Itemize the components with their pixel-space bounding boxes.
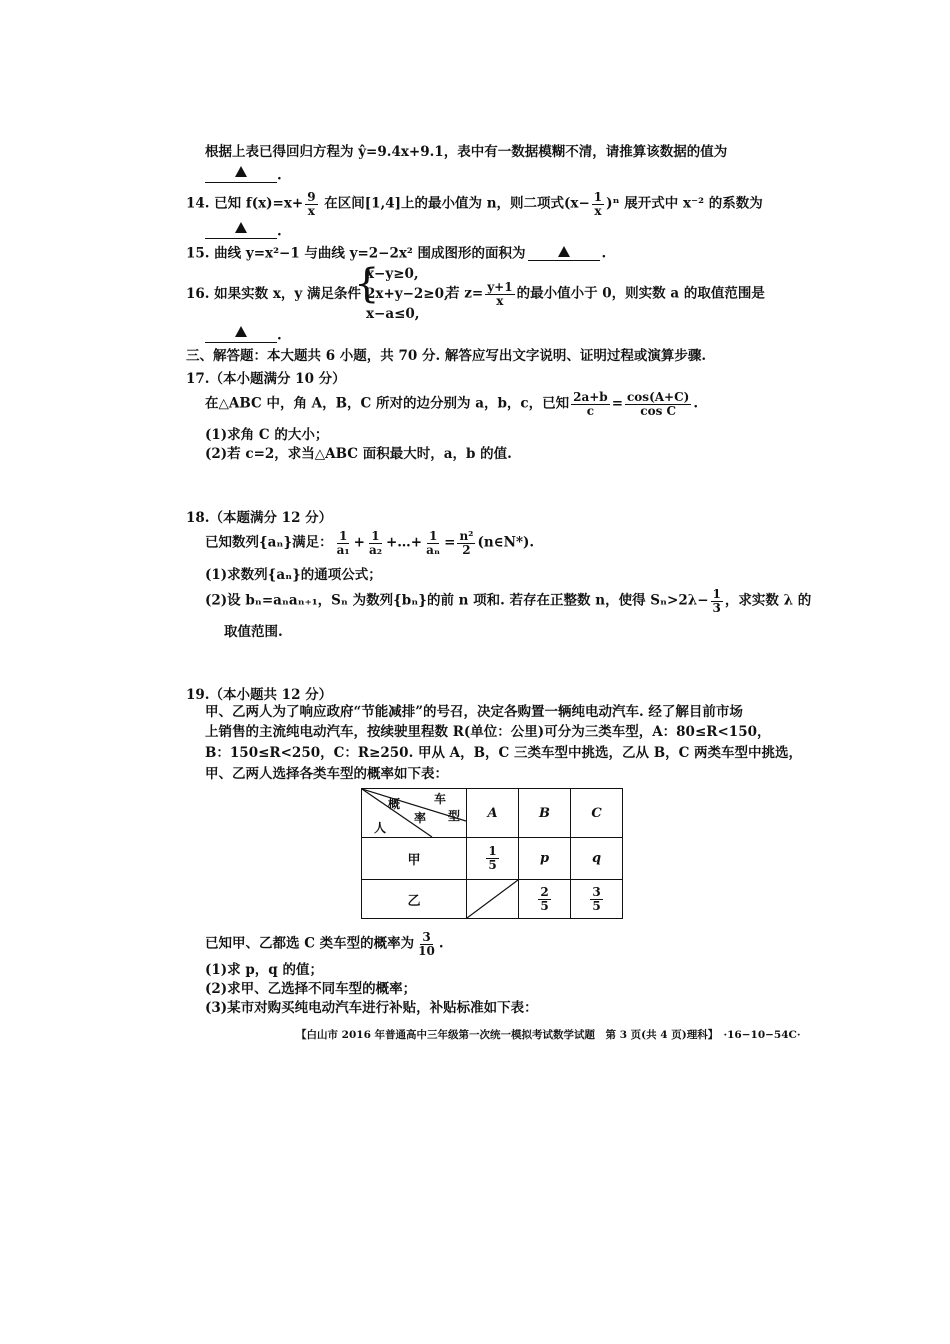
q16-condition-2: 2x+y−2≥0, [366, 286, 449, 302]
row-label-yi: 乙 [362, 880, 467, 919]
q17-part-1: (1)求角 C 的大小； [205, 427, 329, 443]
q14-stem: 14. 已知 f(x)=x+ $\frac{9}{x}$ 在区间[1,4]上的最小值为 n，则二项式(x− $\frac{1}{x}$ )ⁿ 展开式中 x⁻² 的系数为 [186, 190, 763, 218]
hdr-xing: 型 [448, 809, 461, 823]
col-header-c: C [571, 789, 623, 838]
q19-part-2: (2)求甲、乙选择不同车型的概率； [205, 981, 417, 997]
cell-jia-c: q [571, 838, 623, 880]
q13-tail-text: 根据上表已得回归方程为 ŷ=9.4x+9.1，表中有一数据模糊不清，请推算该数据的值为 [205, 144, 728, 160]
q16-stem-suffix: 若 z= $\frac{y+1}{x}$ 的最小值小于 0，则实数 a 的取值范围是 [446, 280, 765, 308]
col-header-b: B [519, 789, 571, 838]
table-diagonal-header [362, 789, 467, 838]
q14-answer-blank: . [205, 224, 282, 239]
q16-answer-blank: . [205, 328, 282, 343]
cell-yi-b: $\frac{2}{5}$ [519, 880, 571, 919]
q18-part-1: (1)求数列{aₙ}的通项公式； [205, 567, 382, 583]
q19-title: 19.（本小题共 12 分） [186, 687, 333, 703]
blank-triangle-icon [558, 246, 570, 257]
q19-line-3: B：150≤R<250，C：R≥250. 甲从 A，B，C 三类车型中挑选，乙从 B，C 两类车型中挑选， [205, 745, 803, 761]
q18-part-2: (2)设 bₙ=aₙaₙ₊₁，Sₙ 为数列{bₙ}的前 n 项和. 若存在正整数 n，使得 Sₙ>2λ− $\frac{1}{3}$ ，求实数 λ 的 [205, 587, 812, 615]
blank-triangle-icon [235, 222, 247, 233]
q17-stem: 在△ABC 中，角 A，B，C 所对的边分别为 a，b，c，已知 $\frac{2a+b}{c}$ = $\frac{\cos(A+C)}{\text{cos C}}$ . [205, 390, 699, 418]
row-label-jia: 甲 [362, 838, 467, 880]
q16-condition-1: x−y≥0, [366, 266, 419, 282]
q17-part-2: (2)若 c=2，求当△ABC 面积最大时，a，b 的值. [205, 446, 512, 462]
probability-table [361, 788, 623, 919]
cell-diagonal-line [467, 880, 518, 918]
q19-line-4: 甲、乙两人选择各类车型的概率如下表： [205, 766, 448, 782]
q13-answer-blank: . [205, 168, 282, 183]
q19-line-2: 上销售的主流纯电动汽车，按续驶里程数 R(单位：公里)可分为三类车型，A：80≤R<150， [205, 724, 771, 740]
q19-known: 已知甲、乙都选 C 类车型的概率为 $\frac{3}{10}$ . [205, 930, 444, 958]
col-header-a: A [467, 789, 519, 838]
hdr-lv: 率 [414, 811, 427, 825]
q17-title: 17.（本小题满分 10 分） [186, 371, 346, 387]
q16-condition-3: x−a≤0, [366, 306, 420, 322]
blank-triangle-icon [235, 326, 247, 337]
page-footer: 【白山市 2016 年普通高中三年级第一次统一模拟考试数学试题 第 3 页(共 4 页)理科】 ·16−10−54C· [296, 1029, 801, 1041]
cell-jia-b: p [519, 838, 571, 880]
q19-part-3: (3)某市对购买纯电动汽车进行补贴，补贴标准如下表： [205, 1000, 538, 1016]
hdr-che: 车 [434, 792, 447, 806]
section-3-heading: 三、解答题：本大题共 6 小题，共 70 分. 解答应写出文字说明、证明过程或演算步骤. [186, 348, 707, 364]
hdr-gai: 概 [388, 797, 401, 811]
q19-part-1: (1)求 p，q 的值； [205, 962, 323, 978]
q18-title: 18.（本题满分 12 分） [186, 510, 333, 526]
hdr-ren: 人 [374, 821, 387, 835]
cell-yi-c: $\frac{3}{5}$ [571, 880, 623, 919]
q16-stem-prefix: 16. 如果实数 x，y 满足条件 [186, 286, 361, 302]
q16-brace: { [354, 261, 380, 307]
q19-line-1: 甲、乙两人为了响应政府“节能减排”的号召，决定各购置一辆纯电动汽车. 经了解目前市场 [205, 704, 743, 720]
cell-jia-a: $\frac{1}{5}$ [467, 838, 519, 880]
blank-triangle-icon [235, 166, 247, 177]
q18-stem: 已知数列{aₙ}满足： $\frac{1}{\text{a₁}}$ + $\frac{1}{\text{a₂}}$ +…+ $\frac{1}{\text{aₙ}}$ = $\frac{\text{n²}}{2}$ (n∈N*). [205, 529, 535, 557]
cell-yi-a [467, 880, 519, 919]
q15-stem: 15. 曲线 y=x²−1 与曲线 y=2−2x² 围成图形的面积为 . [186, 245, 607, 262]
q18-part-2-line-2: 取值范围. [224, 624, 283, 640]
